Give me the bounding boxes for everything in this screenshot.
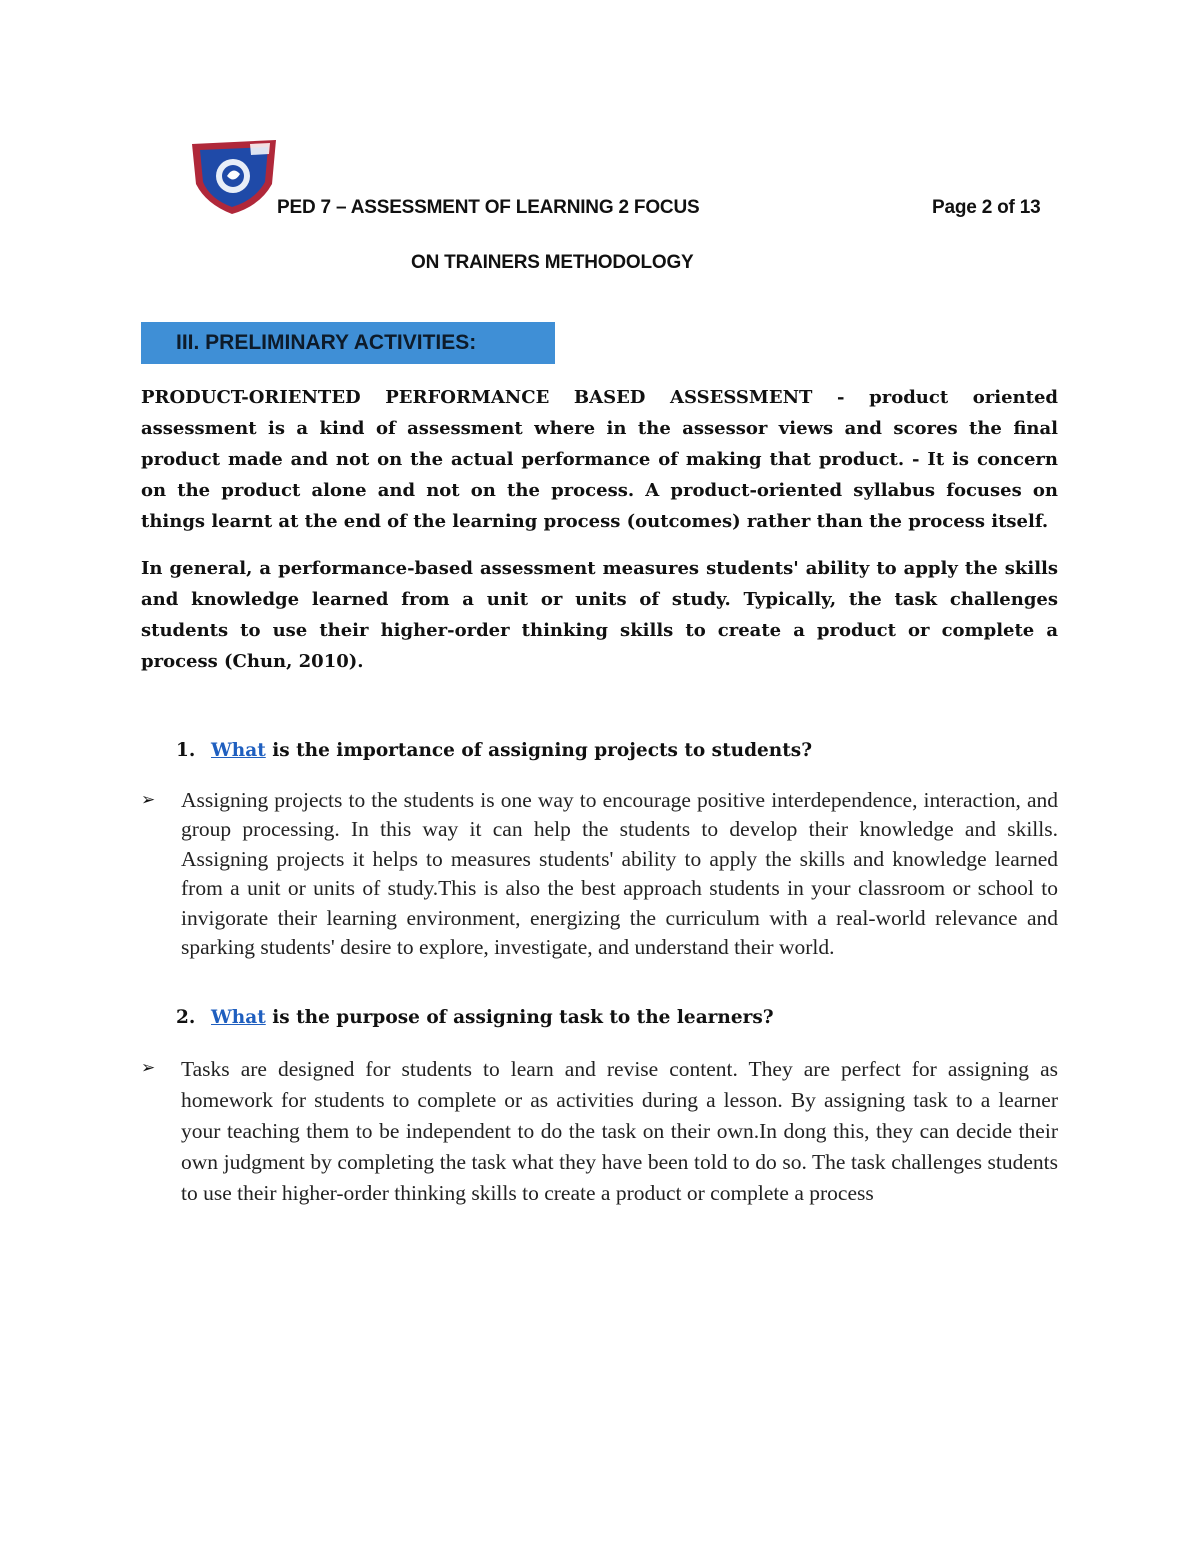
document-subtitle: ON TRAINERS METHODOLOGY (411, 252, 694, 273)
question-1 (176, 740, 812, 761)
school-crest-logo (190, 138, 278, 216)
question-2 (176, 1007, 774, 1028)
document-title: PED 7 – ASSESSMENT OF LEARNING 2 FOCUS (277, 197, 700, 218)
section-heading: III. PRELIMINARY ACTIVITIES: (176, 331, 477, 354)
crest-banner-stripe (250, 143, 270, 155)
question-text: is the purpose of assigning task to the learners? (265, 1007, 774, 1028)
question-link-what[interactable]: What (211, 740, 266, 761)
question-link-what[interactable]: What (211, 1007, 266, 1028)
question-number: 1. (176, 740, 196, 761)
page-indicator: Page 2 of 13 (932, 197, 1041, 218)
arrow-bullet-icon: ➢ (141, 1058, 156, 1078)
question-text: is the importance of assigning projects to students? (265, 740, 813, 761)
paragraph-performance-based: In general, a performance-based assessment measures students' ability to apply the skills and knowledge learned from a unit or units of study. Typically, the task challenges students to use their higher-order thinking skills to create a product or complete a process (Chun, 2010). (141, 558, 1058, 672)
arrow-bullet-icon: ➢ (141, 790, 156, 810)
answer-2: Tasks are designed for students to learn and revise content. They are perfect for assigning as homework for students to complete or as activities during a lesson. By assigning task to a learner your teaching them to be independent to do the task on their own.In dong this, they can decide their own judgment by completing the task what they have been told to do so. The task challenges students to use their higher-order thinking skills to create a product or complete a process (181, 1057, 1058, 1205)
section-banner (141, 322, 555, 364)
answer-1: Assigning projects to the students is one way to encourage positive interdependence, interaction, and group processing. In this way it can help the students to develop their knowledge and skills. Assigning projects it helps to measures students' ability to apply the skills and knowledge learned from a unit or units of study.This is also the best approach students in your classroom or school to invigorate their learning environment, energizing the curriculum with a real-world relevance and sparking students' desire to explore, investigate, and understand their world. (181, 788, 1058, 960)
question-number: 2. (176, 1007, 196, 1028)
paragraph-product-oriented: PRODUCT-ORIENTED PERFORMANCE BASED ASSESSMENT - product oriented assessment is a kind of assessment where in the assessor views and scores the final product made and not on the actual performance of making that product. - It is concern on the product alone and not on the process. A product-oriented syllabus focuses on things learnt at the end of the learning process (outcomes) rather than the process itself. (141, 387, 1058, 532)
